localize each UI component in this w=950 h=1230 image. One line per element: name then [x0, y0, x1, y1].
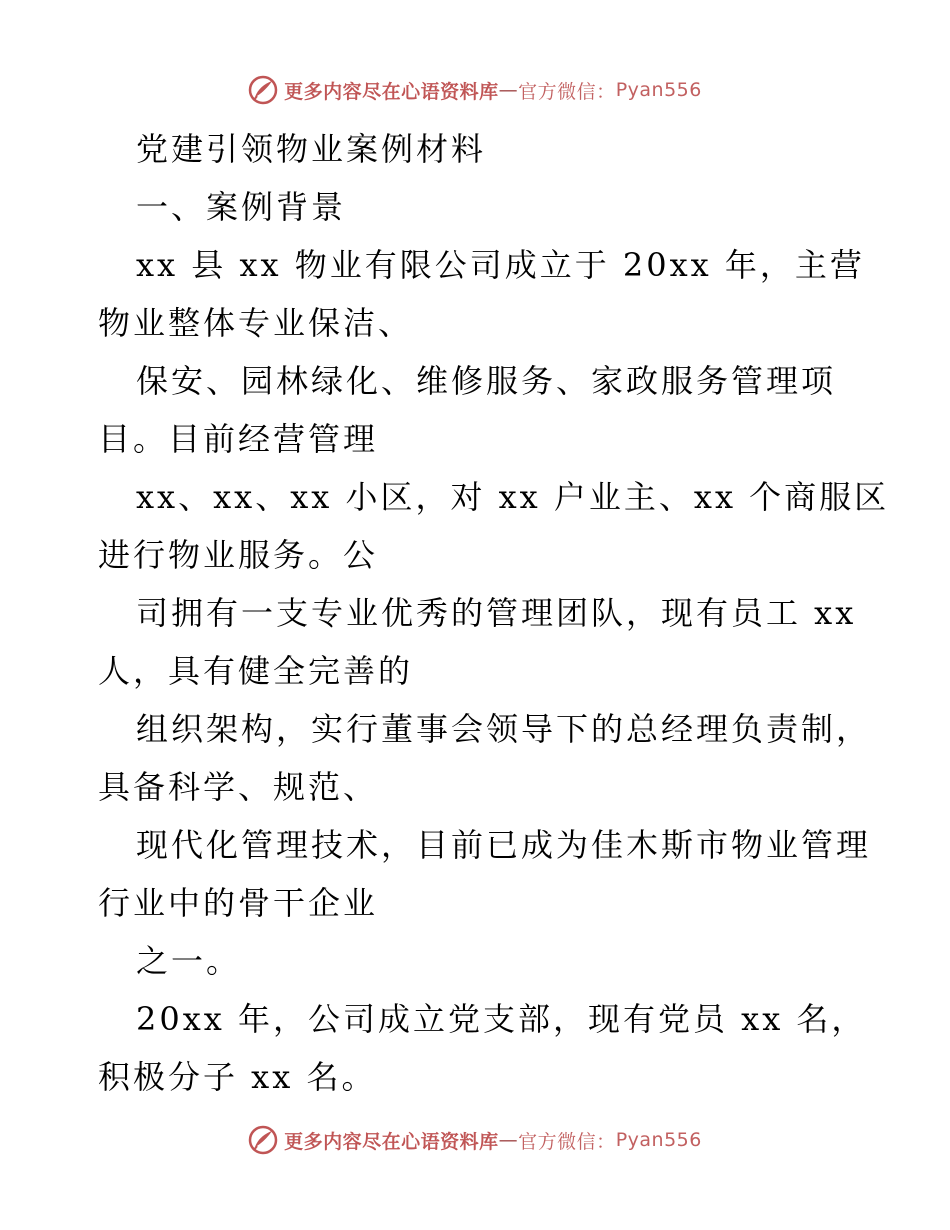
watermark-wechat-label: 官方微信： — [518, 1130, 616, 1153]
paragraph-line: 目。目前经营管理 — [98, 420, 379, 458]
watermark-brand: 更多内容尽在心语资料库 — [284, 80, 499, 103]
paragraph-line: 具备科学、规范、 — [98, 768, 379, 806]
paragraph-line: 积极分子 xx 名。 — [98, 1058, 377, 1096]
paragraph-line: xx 县 xx 物业有限公司成立于 20xx 年，主营 — [136, 246, 865, 284]
section-heading: 一、案例背景 — [136, 188, 347, 226]
paragraph-line: 保安、园林绿化、维修服务、家政服务管理项 — [136, 362, 837, 400]
quill-logo-icon — [248, 75, 278, 105]
paragraph-line: 进行物业服务。公 — [98, 536, 379, 574]
watermark-brand: 更多内容尽在心语资料库 — [284, 1130, 499, 1153]
header-watermark — [0, 70, 950, 110]
paragraph-line: 人，具有健全完善的 — [98, 652, 414, 690]
paragraph-line: 司拥有一支专业优秀的管理团队，现有员工 xx — [136, 594, 857, 632]
document-title: 党建引领物业案例材料 — [136, 130, 487, 168]
watermark-separator: — — [498, 1129, 519, 1151]
paragraph-line: 行业中的骨干企业 — [98, 884, 379, 922]
paragraph-line: xx、xx、xx 小区，对 xx 户业主、xx 个商服区 — [136, 478, 890, 516]
paragraph-line: 之一。 — [136, 942, 242, 980]
paragraph-line: 现代化管理技术，目前已成为佳木斯市物业管理 — [136, 826, 872, 864]
quill-logo-icon — [248, 1125, 278, 1155]
paragraph-line: 物业整体专业保洁、 — [98, 304, 414, 342]
paragraph-line: 20xx 年，公司成立党支部，现有党员 xx 名， — [136, 1000, 867, 1038]
watermark-separator: — — [498, 79, 519, 101]
watermark-wechat-id: Pyan556 — [615, 79, 702, 101]
paragraph-line: 组织架构，实行董事会领导下的总经理负责制， — [136, 710, 872, 748]
watermark-wechat-label: 官方微信： — [518, 80, 616, 103]
watermark-wechat-id: Pyan556 — [615, 1129, 702, 1151]
document-body — [98, 120, 890, 1106]
footer-watermark — [0, 1120, 950, 1160]
